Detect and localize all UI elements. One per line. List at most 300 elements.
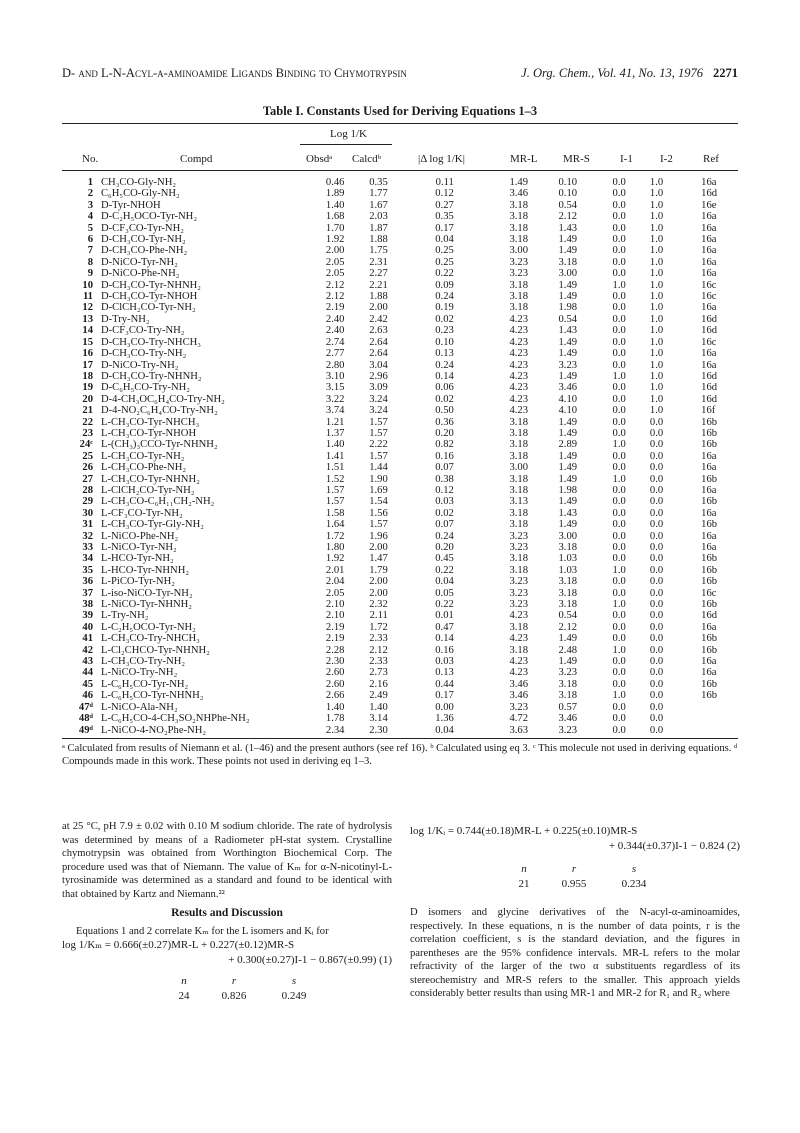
compound-name: L-CH₃CO-Tyr-Gly-NH₂ xyxy=(100,519,204,531)
stat-label: s xyxy=(631,863,637,875)
table-cell: 0.0 xyxy=(612,313,626,325)
table-cell: 2.19 xyxy=(325,621,345,633)
table-cell: 1.41 xyxy=(325,450,345,462)
table-cell: 3.18 xyxy=(558,256,578,268)
table-cell: 0.0 xyxy=(649,450,664,462)
table-cell: 16d xyxy=(701,393,718,405)
compound-number: 47ᵈ xyxy=(78,701,93,713)
table-row xyxy=(62,177,738,188)
table-cell: 1.0 xyxy=(649,325,664,337)
table-cell: 16b xyxy=(701,599,718,611)
table-cell xyxy=(677,702,738,713)
table-row xyxy=(62,451,738,462)
table-cell: 4.72 xyxy=(509,713,529,725)
table-cell: 3.18 xyxy=(509,302,529,314)
table-cell: 16a xyxy=(701,234,717,246)
table-cell: 0.0 xyxy=(612,199,626,211)
table-cell: 1.0 xyxy=(612,564,626,576)
table-cell: 1.57 xyxy=(325,484,345,496)
table-footnote: ᵃ Calculated from results of Niemann et al. (1–46) and the present authors (see ref 16). ᵇ Calculated using eq 3. ᶜ This molecule not used in deriving equations. ᵈ Compounds made in this work. These points not used in deriving eq 1–3. xyxy=(62,743,738,767)
compound-number: 16 xyxy=(82,348,93,360)
table-cell: 3.18 xyxy=(558,576,578,588)
table-row xyxy=(62,622,738,633)
compound-number: 43 xyxy=(82,656,93,668)
table-cell: 0.0 xyxy=(612,542,626,553)
table-cell: 1.49 xyxy=(558,291,578,303)
table-cell: 3.46 xyxy=(509,690,529,702)
table-cell: 3.18 xyxy=(558,599,578,611)
table-cell: 4.23 xyxy=(509,348,529,360)
stat-value: 0.955 xyxy=(561,878,587,890)
table-row xyxy=(62,360,738,371)
table-cell: 3.18 xyxy=(509,211,529,223)
table-cell: 3.18 xyxy=(509,199,529,211)
table-cell: 2.19 xyxy=(325,302,345,314)
table-cell: 4.23 xyxy=(509,370,529,382)
table-cell: 3.18 xyxy=(558,542,578,553)
table-cell: 1.72 xyxy=(325,530,345,542)
table-cell: 0.0 xyxy=(649,427,664,439)
compound-number: 45 xyxy=(82,678,93,690)
compound-name: D-4-CH₃OC₆H₄CO-Try-NH₂ xyxy=(100,393,225,405)
table-cell: 16b xyxy=(701,633,718,645)
table-cell xyxy=(677,725,738,736)
table-cell: 1.72 xyxy=(369,621,388,633)
table-cell: 1.64 xyxy=(325,519,345,531)
compound-name: L-PiCO-Tyr-NH₂ xyxy=(100,576,175,588)
table-cell: 0.0 xyxy=(649,484,664,496)
table-cell: 3.24 xyxy=(369,405,388,417)
compound-name: D-CH₃CO-Tyr-NH₂ xyxy=(100,234,186,246)
compound-number: 4 xyxy=(87,211,93,223)
compound-name: L-CH₃CO-Tyr-NHCH₃ xyxy=(100,416,200,428)
table-cell: 1.0 xyxy=(649,245,664,257)
table-cell: 2.00 xyxy=(369,576,388,588)
table-cell: 16a xyxy=(701,450,717,462)
journal-name: J. Org. Chem., Vol. 41, No. 13, 1976 xyxy=(521,66,703,80)
table-cell: 0.13 xyxy=(435,348,454,360)
table-cell: 0.0 xyxy=(612,382,626,394)
compound-number: 39 xyxy=(82,610,93,622)
table-cell: 1.90 xyxy=(369,473,388,485)
table-cell: 2.30 xyxy=(369,724,388,736)
table-cell: 16a xyxy=(701,177,717,188)
table-cell: 1.0 xyxy=(612,439,626,451)
table-cell: 1.79 xyxy=(369,564,388,576)
table-cell: 1.0 xyxy=(649,199,664,211)
equation-1-stat-labels xyxy=(62,974,392,989)
table-row xyxy=(62,690,738,701)
table-cell: 3.46 xyxy=(509,678,529,690)
table-cell: 4.23 xyxy=(509,656,529,668)
table-cell: 0.0 xyxy=(612,553,626,565)
compound-number: 17 xyxy=(82,359,93,371)
table-cell: 16b xyxy=(701,678,718,690)
equation-2-stat-labels xyxy=(410,862,740,877)
table-cell: 1.49 xyxy=(558,279,578,291)
table-cell: 1.0 xyxy=(649,336,664,348)
table-cell: 16a xyxy=(701,256,717,268)
table-cell: 3.18 xyxy=(509,507,529,519)
table-cell: 0.50 xyxy=(435,405,454,417)
table-cell: 2.48 xyxy=(558,644,578,656)
compound-name: L-CH₃CO-Phe-NH₂ xyxy=(100,462,187,474)
table-cell: 1.0 xyxy=(649,211,664,223)
compound-number: 1 xyxy=(87,177,93,188)
table-cell: 0.46 xyxy=(325,177,345,188)
compound-name: L-NiCO-4-NO₂Phe-NH₂ xyxy=(100,724,207,736)
table-cell: 1.21 xyxy=(325,416,345,428)
table-cell: 1.0 xyxy=(612,279,626,291)
table-row xyxy=(62,211,738,222)
methods-paragraph: at 25 °C, pH 7.9 ± 0.02 with 0.10 M sodium chloride. The rate of hydrolysis was determined by means of a Radiometer pH-stat system. Crystalline chymotrypsin was obtained from Worthington Biochemical Corp. The procedure used was that of Niemann. The value of Kₘ for α-N-nicotinyl-L-tyrosinamide was determined as a standard and found to be identical with that obtained by Kartz and Niemann.²² xyxy=(62,821,392,900)
table-row xyxy=(62,599,738,610)
table-cell: 3.23 xyxy=(509,701,529,713)
table-cell: 0.16 xyxy=(435,644,454,656)
table-cell: 16b xyxy=(701,690,718,702)
table-cell: 3.18 xyxy=(509,519,529,531)
table-row xyxy=(62,702,738,713)
table-cell: 1.98 xyxy=(558,302,578,314)
table-cell: 2.00 xyxy=(369,302,388,314)
table-cell: 0.0 xyxy=(612,450,626,462)
table-title: Table I. Constants Used for Deriving Equations 1–3 xyxy=(262,104,538,118)
table-cell: 0.0 xyxy=(612,268,626,280)
table-cell: 0.0 xyxy=(612,245,626,257)
table-cell: 1.92 xyxy=(325,234,345,246)
table-row xyxy=(62,302,738,313)
compound-name: D-CH₃CO-Phe-NH₂ xyxy=(100,245,188,257)
table-cell: 4.23 xyxy=(509,405,529,417)
compound-number: 49ᵈ xyxy=(78,724,93,736)
table-cell: 3.23 xyxy=(509,256,529,268)
table-cell: 16a xyxy=(701,507,717,519)
compound-number: 29 xyxy=(82,496,93,508)
table-cell: 1.49 xyxy=(558,473,578,485)
right-column xyxy=(410,824,740,1001)
stat-value: 0.234 xyxy=(621,878,647,890)
table-row xyxy=(62,394,738,405)
table-cell: 0.44 xyxy=(435,678,454,690)
table-cell: 1.57 xyxy=(369,427,388,439)
table-cell: 3.00 xyxy=(558,530,578,542)
compound-name: L-iso-NiCO-Tyr-NH₂ xyxy=(100,587,193,599)
compound-name: D-ClCH₂CO-Tyr-NH₂ xyxy=(100,302,196,314)
table-cell: 0.0 xyxy=(649,621,664,633)
table-row xyxy=(62,542,738,553)
compound-name: D-CH₃CO-Try-NH₂ xyxy=(100,348,187,360)
table-cell xyxy=(677,713,738,724)
table-row xyxy=(62,314,738,325)
table-cell: 1.49 xyxy=(558,450,578,462)
table-cell: 0.22 xyxy=(435,599,454,611)
table-cell: 0.0 xyxy=(612,484,626,496)
table-cell: 2.33 xyxy=(369,656,388,668)
compound-name: D-CH₃CO-Try-NHNH₂ xyxy=(100,370,202,382)
table-cell: 3.23 xyxy=(558,724,578,736)
table-cell: 3.18 xyxy=(509,279,529,291)
table-cell: 0.0 xyxy=(612,587,626,599)
compound-name: L-Try-NH₂ xyxy=(100,610,149,622)
table-cell: 2.40 xyxy=(325,313,345,325)
equation-1-stat-values xyxy=(62,989,392,1004)
table-cell: 1.89 xyxy=(325,188,345,200)
table-cell: 3.23 xyxy=(509,587,529,599)
table-cell: 16b xyxy=(701,519,718,531)
table-cell: 3.18 xyxy=(509,291,529,303)
table-cell: 1.0 xyxy=(649,234,664,246)
table-cell: 0.0 xyxy=(649,690,664,702)
table-cell: 1.43 xyxy=(558,507,578,519)
table-row xyxy=(62,474,738,485)
table-cell: 0.0 xyxy=(612,633,626,645)
table-cell: 3.24 xyxy=(369,393,388,405)
table-cell: 0.0 xyxy=(612,405,626,417)
compound-number: 7 xyxy=(87,245,93,257)
table-cell: 1.57 xyxy=(369,519,388,531)
compound-name: D-Tyr-NHOH xyxy=(100,199,161,211)
table-cell: 2.40 xyxy=(325,325,345,337)
compound-name: L-CH₃CO-C₆H₁₁CH₂-NH₂ xyxy=(100,496,215,508)
compound-number: 26 xyxy=(82,462,93,474)
table-cell: 0.0 xyxy=(612,427,626,439)
table-cell: 3.09 xyxy=(369,382,388,394)
table-cell: 0.57 xyxy=(558,701,578,713)
table-cell: 1.49 xyxy=(558,427,578,439)
compound-name: L-NiCO-Phe-NH₂ xyxy=(100,530,179,542)
table-row xyxy=(62,576,738,587)
table-cell: 16a xyxy=(701,245,717,257)
compound-number: 42 xyxy=(82,644,93,656)
table-cell: 0.0 xyxy=(649,519,664,531)
compound-name: D-CH₃CO-Tyr-NHOH xyxy=(100,291,198,303)
table-cell: 16a xyxy=(701,268,717,280)
table-cell: 4.23 xyxy=(509,393,529,405)
table-row xyxy=(62,667,738,678)
table-cell: 16a xyxy=(701,530,717,542)
table-cell: 16a xyxy=(701,667,717,679)
table-row xyxy=(62,485,738,496)
table-cell: 16a xyxy=(701,359,717,371)
table-cell: 0.0 xyxy=(612,188,626,200)
col-header: No. xyxy=(82,153,99,165)
table-cell: 3.00 xyxy=(509,462,529,474)
table-cell: 2.80 xyxy=(325,359,345,371)
table-cell: 1.57 xyxy=(369,450,388,462)
table-cell: 0.20 xyxy=(435,427,454,439)
table-cell: 0.17 xyxy=(435,222,454,234)
table-cell: 4.10 xyxy=(558,405,578,417)
table-cell: 1.43 xyxy=(558,325,578,337)
table-cell: 2.60 xyxy=(325,667,345,679)
compound-name: L-C₆H₅CO-4-CH₃SO₂NHPhe-NH₂ xyxy=(100,713,250,725)
table-cell: 2.27 xyxy=(369,268,388,280)
compound-name: D-NiCO-Phe-NH₂ xyxy=(100,268,180,280)
header-rule xyxy=(62,170,738,171)
table-cell: 0.0 xyxy=(649,439,664,451)
table-cell: 0.02 xyxy=(435,313,454,325)
compound-number: 38 xyxy=(82,599,93,611)
table-cell: 0.10 xyxy=(558,188,578,200)
table-cell: 1.40 xyxy=(325,701,345,713)
table-cell: 2.05 xyxy=(325,587,345,599)
table-row xyxy=(62,348,738,359)
table-row xyxy=(62,417,738,428)
table-cell: 16a xyxy=(701,222,717,234)
table-top-rule xyxy=(62,123,738,124)
table-row xyxy=(62,508,738,519)
compound-name: D-C₆H₅CO-Try-NH₂ xyxy=(100,382,190,394)
equation-2-stat-values xyxy=(410,877,740,892)
table-cell: 4.23 xyxy=(509,610,529,622)
compound-number: 27 xyxy=(82,473,93,485)
table-cell: 16d xyxy=(701,188,718,200)
table-cell: 0.0 xyxy=(612,222,626,234)
table-cell: 1.0 xyxy=(612,644,626,656)
table-cell: 16a xyxy=(701,484,717,496)
table-cell: 0.0 xyxy=(612,576,626,588)
table-cell: 0.0 xyxy=(612,667,626,679)
table-cell: 0.13 xyxy=(435,667,454,679)
table-cell: 1.40 xyxy=(325,199,345,211)
compound-name: D-CH₃CO-Try-NHCH₃ xyxy=(100,336,201,348)
table-cell: 4.23 xyxy=(509,667,529,679)
compound-number: 48ᵈ xyxy=(78,713,93,725)
table-cell: 0.24 xyxy=(435,359,454,371)
table-cell: 16b xyxy=(701,473,718,485)
table-cell: 16e xyxy=(701,199,717,211)
table-cell: 16a xyxy=(701,656,717,668)
table-cell: 1.96 xyxy=(369,530,388,542)
table-cell: 3.46 xyxy=(558,713,578,725)
compound-number: 19 xyxy=(82,382,93,394)
table-cell: 1.0 xyxy=(649,256,664,268)
table-cell: 16b xyxy=(701,496,718,508)
table-cell: 3.18 xyxy=(509,416,529,428)
compound-name: L-ClCH₂CO-Tyr-NH₂ xyxy=(100,484,195,496)
table-cell: 1.0 xyxy=(649,393,664,405)
equation-1-line-1: log 1/Kₘ = 0.666(±0.27)MR-L + 0.227(±0.12)MR-S xyxy=(62,939,295,951)
compound-number: 20 xyxy=(82,393,93,405)
compound-name: L-CF₃CO-Tyr-NH₂ xyxy=(100,507,183,519)
compound-number: 31 xyxy=(82,519,93,531)
table-cell: 3.18 xyxy=(509,473,529,485)
compound-name: L-CH₃CO-Try-NHCH₃ xyxy=(100,633,200,645)
table-cell: 0.0 xyxy=(612,621,626,633)
table-cell: 2.19 xyxy=(325,633,345,645)
table-cell: 2.16 xyxy=(369,678,388,690)
table-cell: 3.00 xyxy=(509,245,529,257)
table-row xyxy=(62,679,738,690)
equation-1-line-2: + 0.300(±0.27)I-1 − 0.867(±0.99) (1) xyxy=(228,954,392,966)
table-cell: 1.0 xyxy=(612,370,626,382)
compound-number: 25 xyxy=(82,450,93,462)
table-cell: 2.34 xyxy=(325,724,345,736)
table-cell: 1.49 xyxy=(558,245,578,257)
table-cell: 0.0 xyxy=(612,234,626,246)
compound-number: 35 xyxy=(82,564,93,576)
table-cell: 3.23 xyxy=(509,268,529,280)
table-cell: 1.67 xyxy=(369,199,388,211)
table-cell: 3.18 xyxy=(509,439,529,451)
left-column xyxy=(62,820,392,1004)
table-cell: 2.04 xyxy=(325,576,345,588)
table-cell: 3.23 xyxy=(509,599,529,611)
compound-name: L-CH₃CO-Tyr-NHNH₂ xyxy=(100,473,200,485)
table-row xyxy=(62,280,738,291)
table-row xyxy=(62,496,738,507)
table-cell: 0.54 xyxy=(558,199,578,211)
stat-value: 0.249 xyxy=(281,990,307,1002)
compound-name: D-C₂H₅OCO-Tyr-NH₂ xyxy=(100,211,198,223)
compound-number: 14 xyxy=(82,325,93,337)
table-cell: 0.54 xyxy=(558,610,578,622)
table-cell: 0.0 xyxy=(612,496,626,508)
table-cell: 1.49 xyxy=(558,496,578,508)
compound-name: D-NiCO-Try-NH₂ xyxy=(100,359,179,371)
table-row xyxy=(62,245,738,256)
table-cell: 16b xyxy=(701,416,718,428)
table-cell: 16f xyxy=(701,405,716,417)
table-row xyxy=(62,382,738,393)
table-cell: 3.23 xyxy=(509,530,529,542)
table-cell: 1.75 xyxy=(369,245,388,257)
compound-name: L-Cl₂CHCO-Tyr-NHNH₂ xyxy=(100,644,210,656)
table-cell: 0.05 xyxy=(435,587,454,599)
table-cell: 3.00 xyxy=(558,268,578,280)
table-cell: 1.98 xyxy=(558,484,578,496)
col-header: MR-S xyxy=(563,153,590,165)
table-cell: 0.0 xyxy=(649,553,664,565)
table-cell: 2.22 xyxy=(369,439,388,451)
table-cell: 0.17 xyxy=(435,690,454,702)
compound-number: 44 xyxy=(82,667,93,679)
stat-value: 24 xyxy=(178,990,190,1002)
compound-number: 34 xyxy=(82,553,93,565)
table-cell: 1.49 xyxy=(558,633,578,645)
col-header: MR-L xyxy=(510,153,538,165)
table-cell: 0.27 xyxy=(435,199,454,211)
table-cell: 0.20 xyxy=(435,542,454,553)
table-cell: 1.0 xyxy=(649,382,664,394)
table-cell: 4.23 xyxy=(509,359,529,371)
table-cell: 3.23 xyxy=(509,576,529,588)
table-cell: 1.40 xyxy=(325,439,345,451)
table-cell: 1.88 xyxy=(369,234,388,246)
table-row xyxy=(62,713,738,724)
table-cell: 3.23 xyxy=(558,359,578,371)
table-cell: 1.49 xyxy=(558,234,578,246)
table-cell: 3.18 xyxy=(509,644,529,656)
table-cell: 1.36 xyxy=(435,713,454,725)
table-cell: 1.92 xyxy=(325,553,345,565)
page-number: 2271 xyxy=(713,66,738,80)
table-cell: 0.38 xyxy=(435,473,454,485)
table-cell: 0.10 xyxy=(435,336,454,348)
table-cell: 3.15 xyxy=(325,382,345,394)
table-cell: 0.01 xyxy=(435,610,454,622)
table-cell: 0.0 xyxy=(612,348,626,360)
stat-label: n xyxy=(521,863,527,875)
table-cell: 0.03 xyxy=(435,496,454,508)
table-cell: 3.18 xyxy=(558,690,578,702)
compound-name: D-Try-NH₂ xyxy=(100,313,150,325)
table-cell: 0.14 xyxy=(435,370,454,382)
table-cell: 1.80 xyxy=(325,542,345,553)
compound-name: D-4-NO₂C₆H₄CO-Try-NH₂ xyxy=(100,405,218,417)
table-cell: 2.33 xyxy=(369,633,388,645)
compound-number: 30 xyxy=(82,507,93,519)
